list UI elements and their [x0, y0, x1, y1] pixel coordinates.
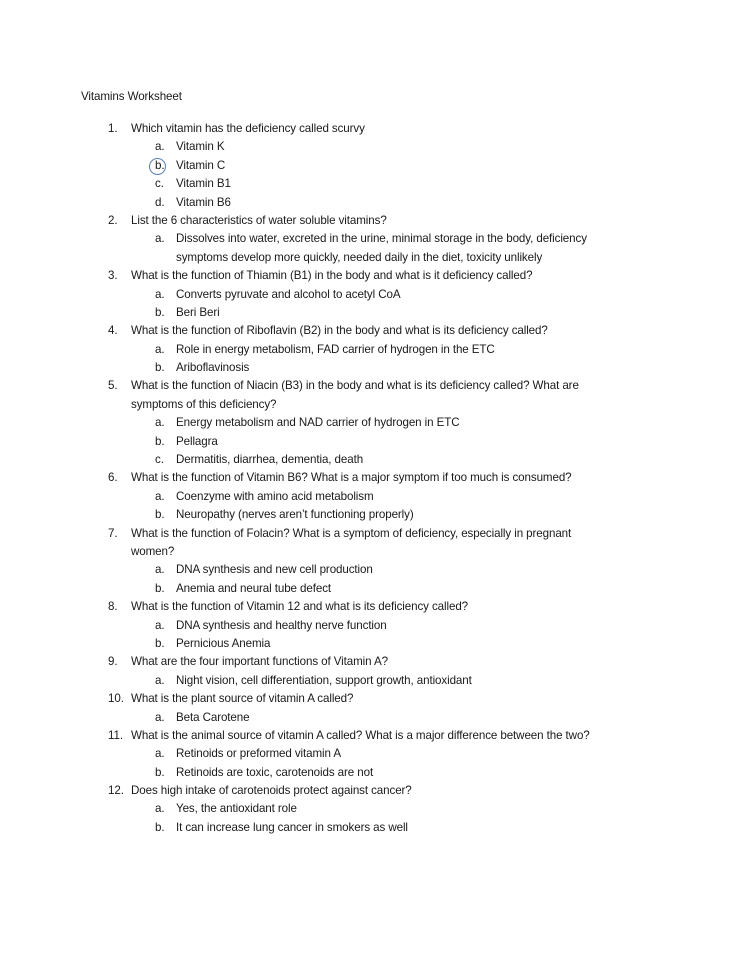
answer-line [0, 635, 749, 653]
answer-letter: b. [155, 508, 165, 522]
question-item [0, 377, 749, 469]
answer-text: Beta Carotene [176, 710, 250, 724]
answer-letter: b. [155, 158, 165, 172]
answer-letter: b. [155, 765, 165, 779]
answer-line [0, 800, 749, 818]
answer-text: Coenzyme with amino acid metabolism [176, 489, 374, 503]
question-text: symptoms of this deficiency? [131, 397, 277, 411]
answer-line [0, 414, 749, 432]
question-text: women? [131, 544, 175, 558]
answer-text: Vitamin B6 [176, 195, 231, 209]
answer-text: Converts pyruvate and alcohol to acetyl CoA [176, 287, 401, 301]
answer-line [0, 194, 749, 212]
answer-line [0, 488, 749, 506]
answer-line [0, 138, 749, 156]
answer-letter: a. [155, 140, 165, 154]
answer-letter: b. [155, 581, 165, 595]
answer-text: Yes, the antioxidant role [176, 802, 297, 816]
answer-letter: b. [155, 434, 165, 448]
answer-letter: b. [155, 820, 165, 834]
question-item [0, 653, 749, 690]
answer-letter: a. [155, 232, 165, 246]
answer-text: Dissolves into water, excreted in the urine, minimal storage in the body, deficiency [176, 232, 587, 246]
question-text: What is the function of Thiamin (B1) in the body and what is it deficiency called? [131, 269, 533, 283]
question-number: 4. [108, 324, 118, 338]
answer-line [0, 745, 749, 763]
answer-line [0, 764, 749, 782]
answer-text: Pellagra [176, 434, 218, 448]
answer-line [0, 672, 749, 690]
answer-letter: a. [155, 673, 165, 687]
question-item [0, 267, 749, 322]
answer-letter: a. [155, 802, 165, 816]
answer-text: Ariboflavinosis [176, 361, 250, 375]
question-text: What are the four important functions of Vitamin A? [131, 655, 388, 669]
answer-letter: a. [155, 747, 165, 761]
answer-letter: a. [155, 287, 165, 301]
answer-letter: a. [155, 710, 165, 724]
answer-letter: c. [155, 453, 164, 467]
answer-text: Neuropathy (nerves aren’t functioning properly) [176, 508, 414, 522]
answer-line [0, 341, 749, 359]
answer-line [0, 249, 749, 267]
answer-line [0, 709, 749, 727]
answer-text: Night vision, cell differentiation, support growth, antioxidant [176, 673, 472, 687]
question-item [0, 322, 749, 377]
question-item [0, 598, 749, 653]
question-number: 2. [108, 213, 118, 227]
answer-line [0, 580, 749, 598]
answer-text: DNA synthesis and healthy nerve function [176, 618, 387, 632]
question-text: What is the function of Riboflavin (B2) in the body and what is its deficiency called? [131, 324, 548, 338]
answer-line [0, 506, 749, 524]
question-text: Which vitamin has the deficiency called scurvy [131, 122, 365, 135]
answer-line [0, 617, 749, 635]
question-text: What is the animal source of vitamin A called? What is a major difference between the two? [131, 728, 590, 742]
answer-text: It can increase lung cancer in smokers as well [176, 820, 408, 834]
answer-letter: a. [155, 563, 165, 577]
answer-text: DNA synthesis and new cell production [176, 563, 373, 577]
question-line [0, 120, 749, 138]
question-number: 7. [108, 526, 118, 540]
answer-letter: a. [155, 416, 165, 430]
question-number: 5. [108, 379, 118, 393]
question-text: What is the plant source of vitamin A called? [131, 692, 354, 706]
answer-text: Vitamin B1 [176, 177, 231, 191]
question-line [0, 543, 749, 561]
answer-line [0, 286, 749, 304]
question-text: List the 6 characteristics of water soluble vitamins? [131, 213, 387, 227]
answer-line [0, 819, 749, 837]
question-text: What is the function of Niacin (B3) in the body and what is its deficiency called? What are [131, 379, 579, 393]
answer-text: Retinoids or preformed vitamin A [176, 747, 341, 761]
question-number: 3. [108, 269, 118, 283]
answer-line [0, 230, 749, 248]
answer-line [0, 157, 749, 175]
answer-line [0, 359, 749, 377]
answer-text: Retinoids are toxic, carotenoids are not [176, 765, 374, 779]
question-number: 9. [108, 655, 118, 669]
answer-text: Pernicious Anemia [176, 636, 271, 650]
answer-letter: b. [155, 636, 165, 650]
question-line [0, 469, 749, 487]
question-text: Does high intake of carotenoids protect against cancer? [131, 784, 412, 798]
answer-letter: a. [155, 342, 165, 356]
answer-text: symptoms develop more quickly, needed daily in the diet, toxicity unlikely [176, 250, 543, 264]
question-line [0, 396, 749, 414]
question-item [0, 469, 749, 524]
answer-line [0, 451, 749, 469]
question-item [0, 212, 749, 267]
answer-letter: a. [155, 618, 165, 632]
question-line [0, 267, 749, 285]
answer-letter: b. [155, 305, 165, 319]
question-text: What is the function of Vitamin 12 and what is its deficiency called? [131, 600, 469, 614]
question-line [0, 782, 749, 800]
answer-letter: a. [155, 489, 165, 503]
answer-text: Role in energy metabolism, FAD carrier of hydrogen in the ETC [176, 342, 495, 356]
answer-text: Energy metabolism and NAD carrier of hydrogen in ETC [176, 416, 460, 430]
question-number: 11. [108, 728, 123, 742]
question-text: What is the function of Folacin? What is a symptom of deficiency, especially in pregnant [131, 526, 572, 540]
answer-text: Vitamin K [176, 140, 225, 154]
question-item [0, 782, 749, 837]
question-item [0, 525, 749, 599]
question-item [0, 120, 749, 212]
question-number: 6. [108, 471, 118, 485]
question-line [0, 212, 749, 230]
question-number: 12. [108, 784, 124, 798]
question-list [0, 120, 749, 837]
answer-line [0, 175, 749, 193]
answer-text: Dermatitis, diarrhea, dementia, death [176, 453, 364, 467]
question-line [0, 322, 749, 340]
question-number: 1. [108, 122, 118, 135]
question-text: What is the function of Vitamin B6? What is a major symptom if too much is consumed? [131, 471, 572, 485]
question-line [0, 598, 749, 616]
answer-letter: d. [155, 195, 165, 209]
question-line [0, 653, 749, 671]
question-line [0, 377, 749, 395]
document-title: Vitamins Worksheet [81, 90, 182, 103]
question-number: 10. [108, 692, 124, 706]
question-number: 8. [108, 600, 118, 614]
answer-letter: b. [155, 361, 165, 375]
question-item [0, 727, 749, 782]
question-line [0, 525, 749, 543]
answer-text: Anemia and neural tube defect [176, 581, 332, 595]
answer-text: Beri Beri [176, 305, 220, 319]
answer-line [0, 304, 749, 322]
answer-line [0, 561, 749, 579]
question-item [0, 690, 749, 727]
answer-text: Vitamin C [176, 158, 226, 172]
answer-line [0, 433, 749, 451]
answer-letter: c. [155, 177, 164, 191]
question-line [0, 727, 749, 745]
question-line [0, 690, 749, 708]
